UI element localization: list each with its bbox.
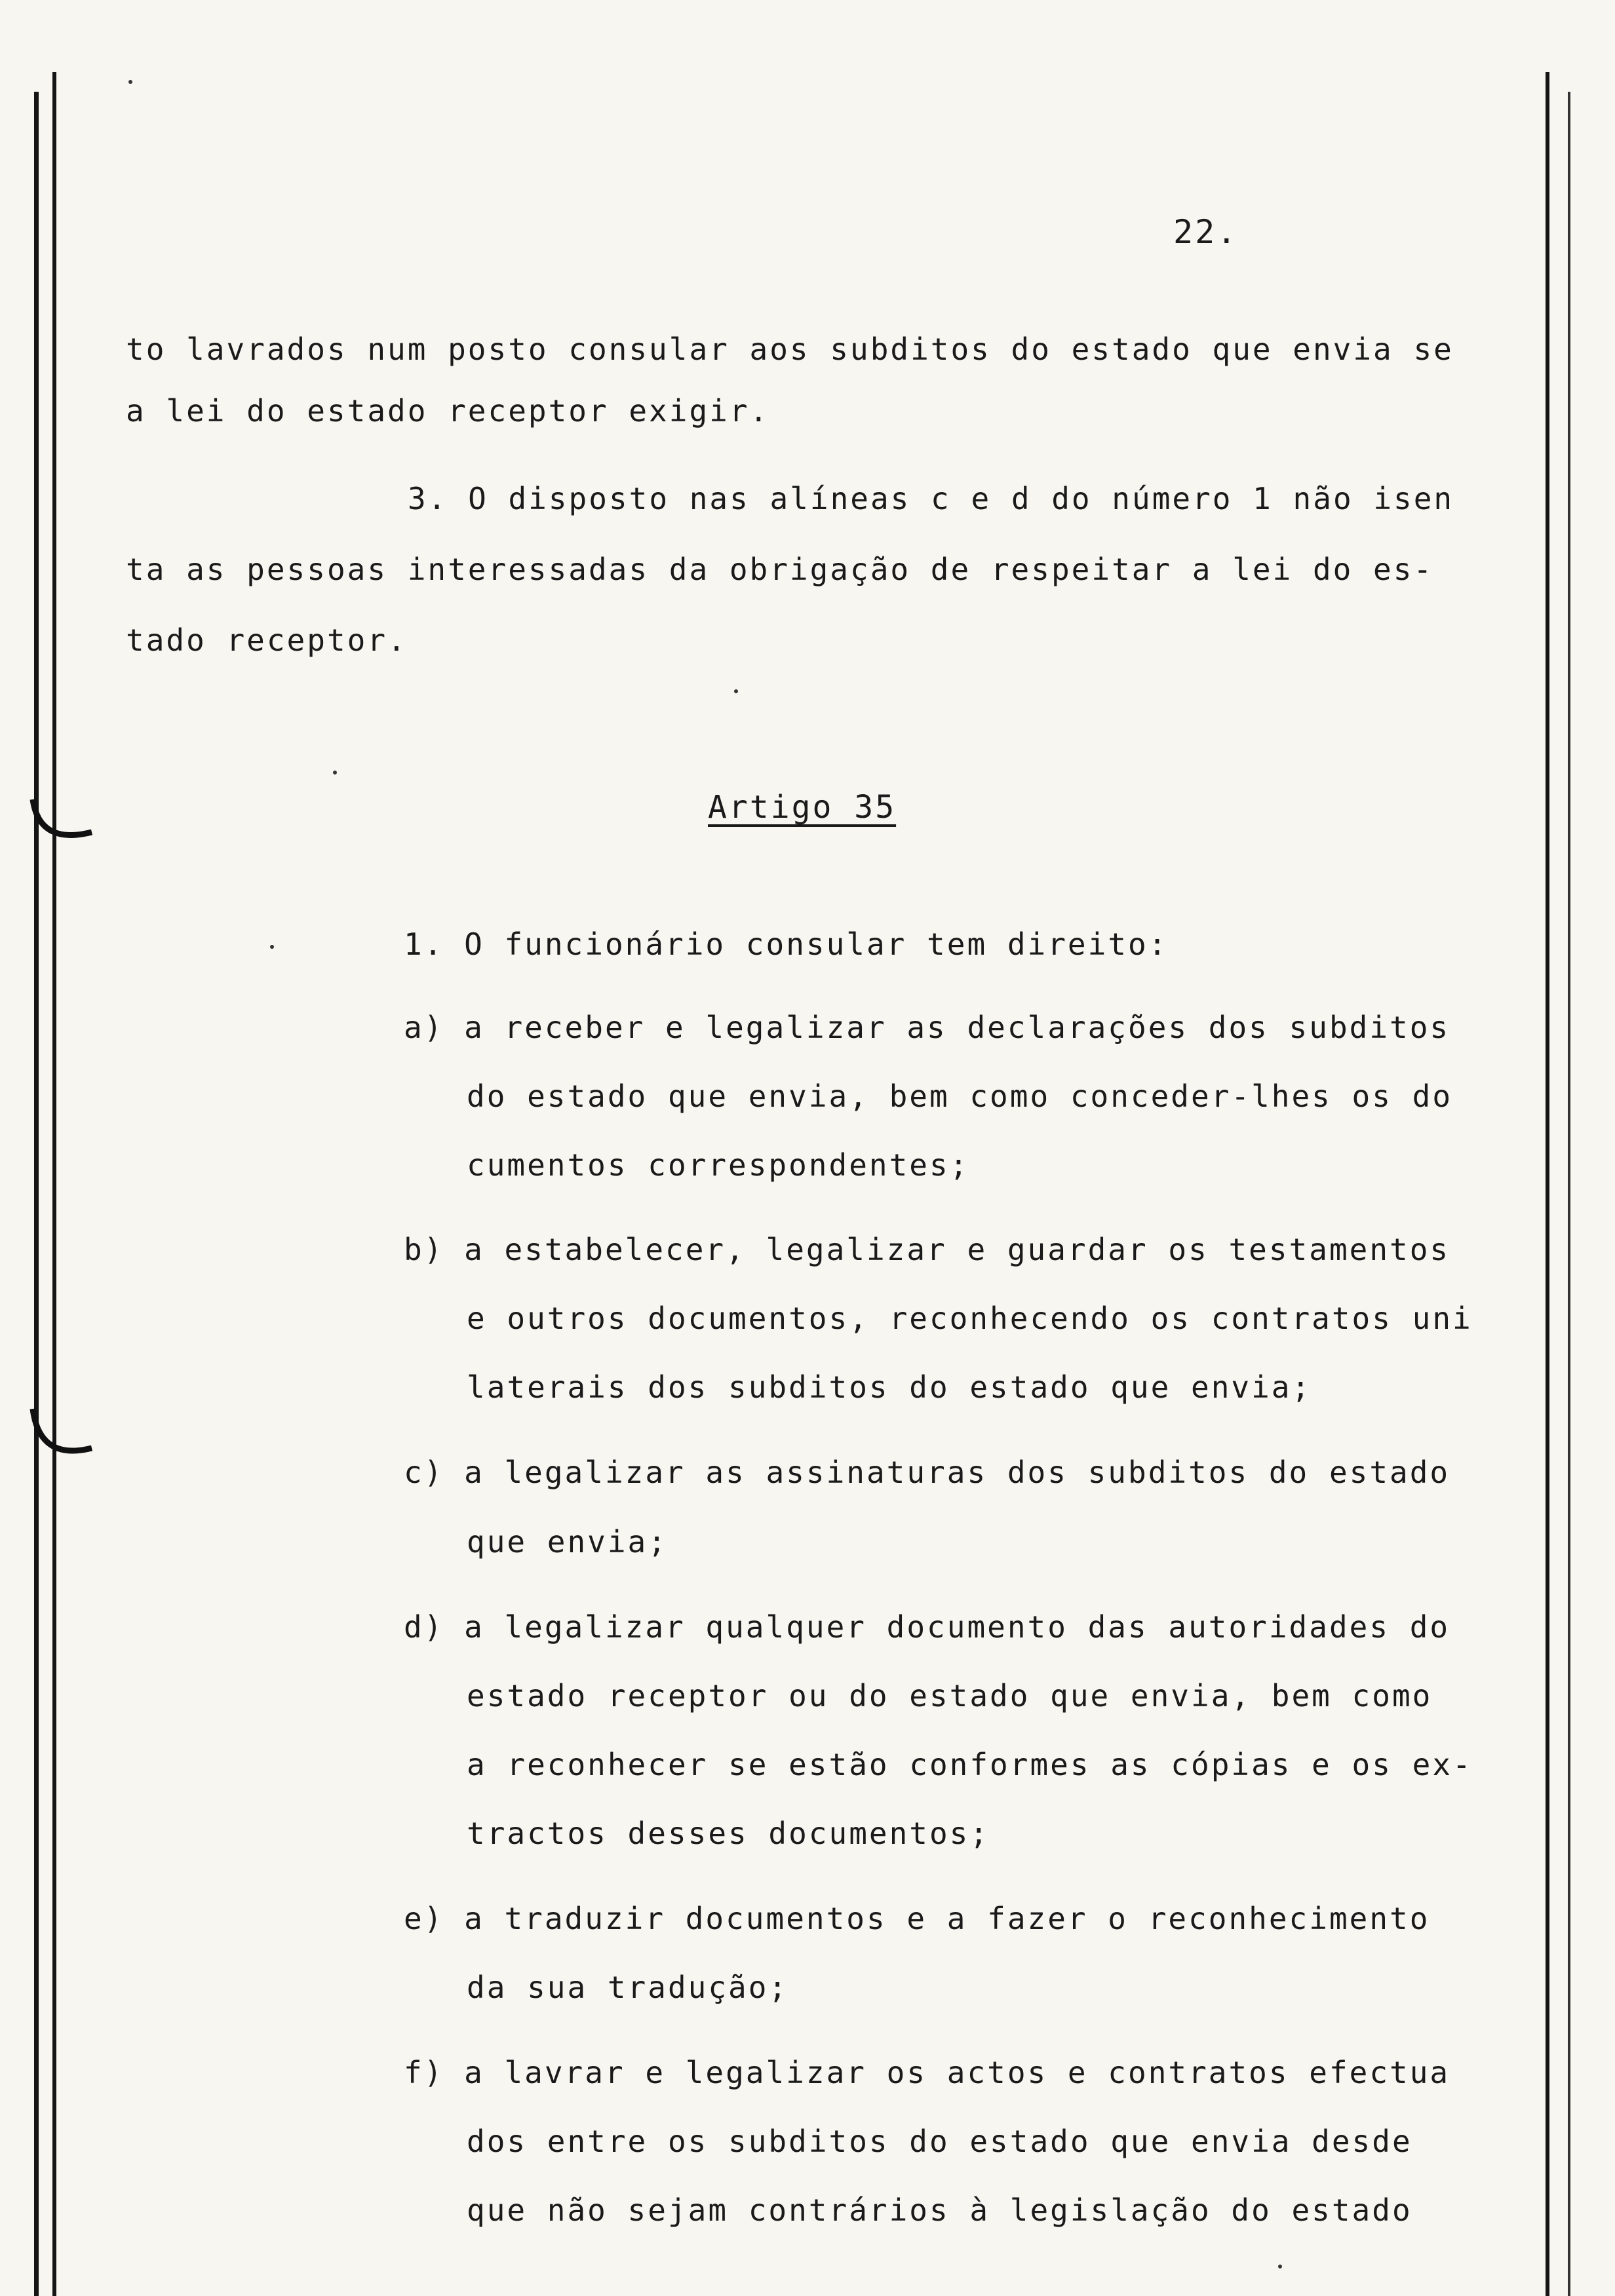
left-margin-rule (34, 92, 39, 2296)
page-number: 22. (1173, 213, 1239, 251)
text-line: a lei do estado receptor exigir. (126, 393, 770, 429)
item-a-line: do estado que envia, bem como conceder-lhes os do (467, 1079, 1453, 1114)
item-e-line: da sua tradução; (467, 1970, 789, 2005)
item-d-line: estado receptor ou do estado que envia, bem como (467, 1678, 1433, 1713)
binder-hole-mark-icon (26, 793, 98, 871)
item-a-line: cumentos correspondentes; (467, 1147, 970, 1183)
item-c-line: c) a legalizar as assinaturas dos subditos do estado (404, 1455, 1450, 1490)
item-c-line: que envia; (467, 1524, 668, 1559)
intro-line: 1. O funcionário consular tem direito: (404, 927, 1169, 962)
scan-speck (1278, 2265, 1282, 2268)
item-d-line: d) a legalizar qualquer documento das autoridades do (404, 1609, 1450, 1645)
item-d-line: tractos desses documentos; (467, 1816, 990, 1851)
item-f-line: dos entre os subditos do estado que envia desde (467, 2124, 1412, 2159)
text-line: ta as pessoas interessadas da obrigação de respeitar a lei do es- (126, 552, 1434, 587)
right-margin-rule (1546, 72, 1549, 2296)
scan-speck (270, 945, 274, 949)
item-b-line: e outros documentos, reconhecendo os contratos uni (467, 1301, 1473, 1336)
text-line: tado receptor. (126, 622, 408, 658)
item-b-line: b) a estabelecer, legalizar e guardar os testamentos (404, 1232, 1450, 1267)
article-title: Artigo 35 (708, 789, 897, 826)
item-b-line: laterais dos subditos do estado que envia; (467, 1369, 1312, 1405)
text-line: 3. O disposto nas alíneas c e d do número 1 não isen (408, 481, 1454, 516)
left-margin-rule-inner (52, 72, 56, 2296)
text-line: to lavrados num posto consular aos subditos do estado que envia se (126, 332, 1454, 367)
item-f-line: que não sejam contrários à legislação do estado (467, 2192, 1412, 2228)
scan-speck (128, 80, 132, 84)
item-f-line: f) a lavrar e legalizar os actos e contratos efectua (404, 2055, 1450, 2090)
scan-speck (734, 689, 738, 693)
item-a-line: a) a receber e legalizar as declarações dos subditos (404, 1010, 1450, 1045)
right-margin-rule-outer (1568, 92, 1570, 2296)
binder-hole-mark-icon (26, 1402, 98, 1487)
scan-speck (333, 771, 337, 775)
item-e-line: e) a traduzir documentos e a fazer o reconhecimento (404, 1901, 1430, 1936)
item-d-line: a reconhecer se estão conformes as cópias e os ex- (467, 1747, 1473, 1782)
